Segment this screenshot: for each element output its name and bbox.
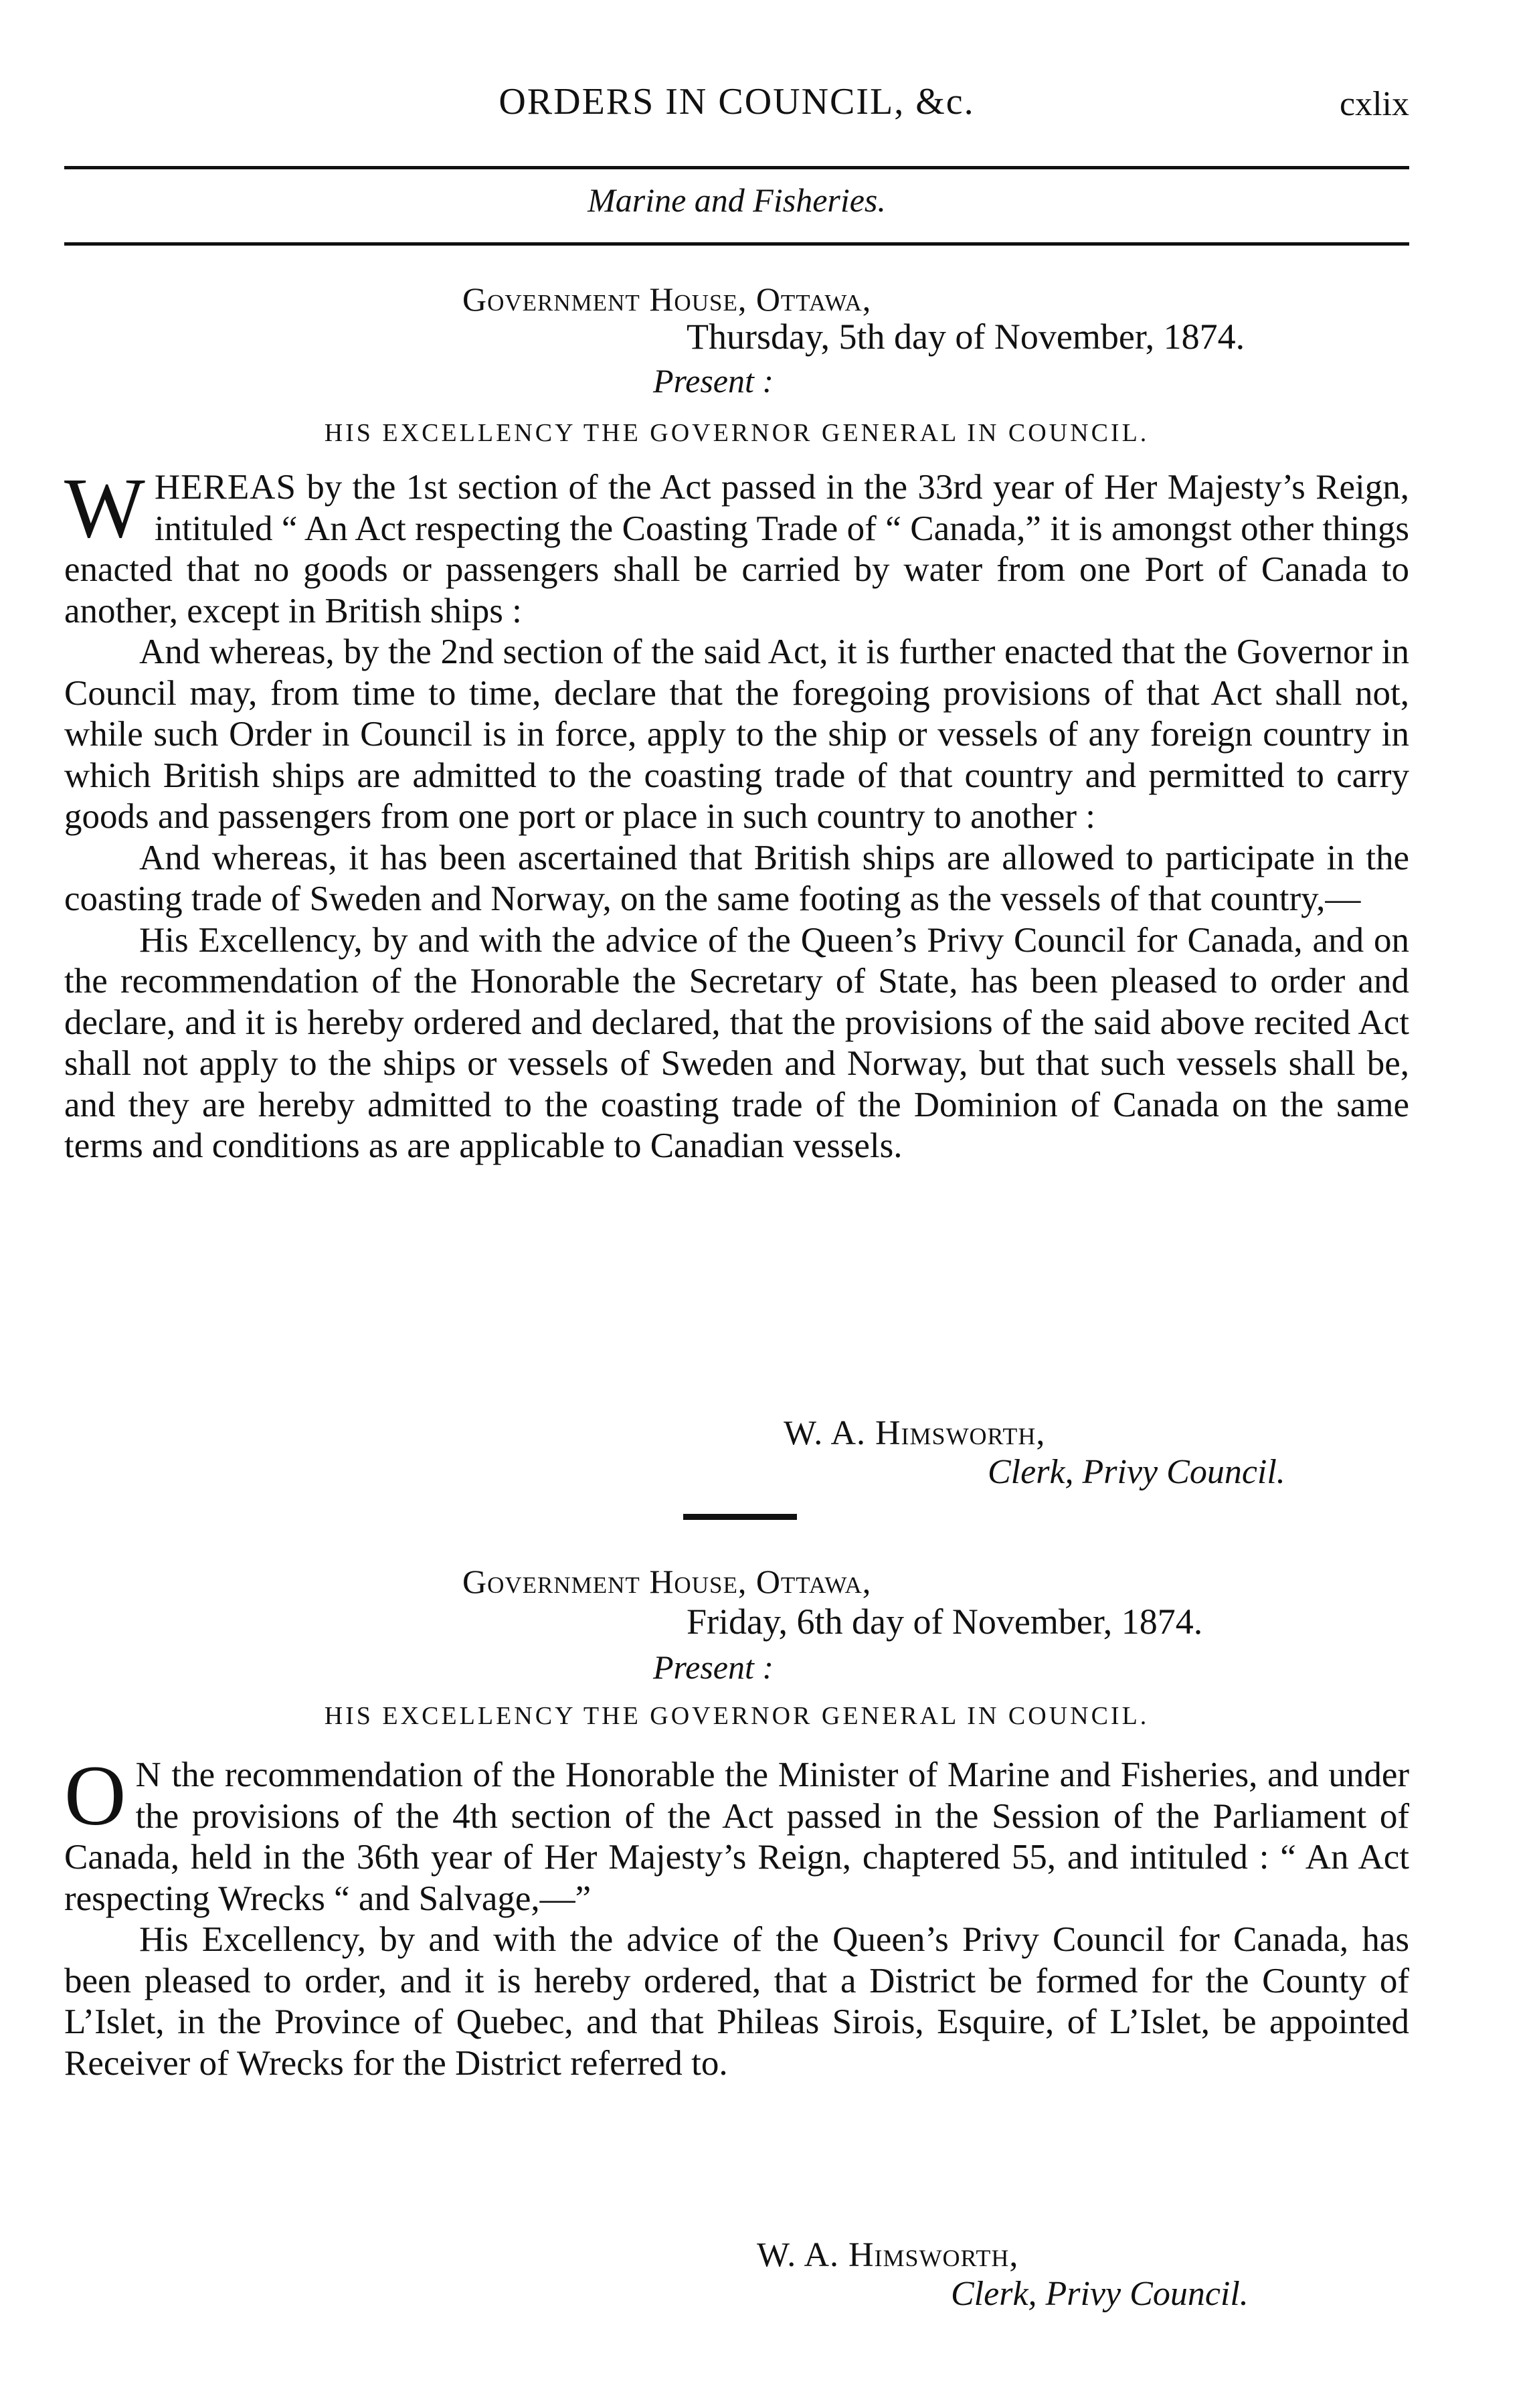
dateline-date: Thursday, 5th day of November, 1874. (687, 317, 1245, 357)
paragraph: And whereas, by the 2nd section of the said Act, it is further enacted that the Governor in Council may, from time to time, declare that the foregoing provisions of that Act shall not, while such Order in Council is in force, apply to the ship or vessels of any foreign country in which British ships are admitted to the coasting trade of that country and permitted to carry goods and passengers from one port or place in such country to another : (64, 632, 1409, 836)
paragraph (64, 460, 1409, 632)
dateline-date: Friday, 6th day of November, 1874. (687, 1602, 1203, 1642)
running-head (64, 80, 1409, 134)
council-heading: HIS EXCELLENCY THE GOVERNOR GENERAL IN COUNCIL. (324, 419, 1150, 447)
drop-cap: W (64, 460, 145, 555)
section-title: Marine and Fisheries. (588, 181, 886, 219)
section-rule (64, 242, 1409, 246)
order-body (64, 1748, 1409, 2084)
paragraph-text: the recommendation of the Honorable the Minister of Marine and Fisheries, and under the provisions of the 4th section of the Act passed in the Session of the Parliament of Canada, held in the 36th year of Her Majesty’s Reign, chaptered 55, and intituled : “ An Act respecting Wrecks “ and Salvage,—” (64, 1755, 1409, 1918)
paragraph: His Excellency, by and with the advice of the Queen’s Privy Council for Canada, and on the recommendation of the Honorable the Secretary of State, has been pleased to order and declare, and it is hereby ordered and declared, that the provisions of the said above recited Act shall not apply to the ships or vessels of Sweden and Norway, but that such vessels shall be, and they are hereby admitted to the coasting trade of the Dominion of Canada on the same terms and conditions as are applicable to Canadian vessels. (64, 920, 1409, 1165)
order-body (64, 460, 1409, 1167)
council-heading: HIS EXCELLENCY THE GOVERNOR GENERAL IN COUNCIL. (324, 1702, 1150, 1730)
signature-name: W. A. Himsworth, (784, 1414, 1046, 1452)
lead-word: N (135, 1755, 162, 1794)
paragraph: And whereas, it has been ascertained that British ships are allowed to participate in the coasting trade of Sweden and Norway, on the same footing as the vessels of that country,— (64, 838, 1409, 918)
signature-title: Clerk, Privy Council. (988, 1453, 1285, 1491)
top-rule (64, 166, 1409, 169)
page-number: cxlix (1340, 85, 1409, 123)
signature-name: W. A. Himsworth, (757, 2236, 1019, 2274)
dateline-place: Government House, Ottawa, (462, 280, 872, 318)
signature-title: Clerk, Privy Council. (951, 2275, 1249, 2313)
order-divider (683, 1514, 797, 1520)
paragraph (64, 1748, 1409, 1919)
paragraph: His Excellency, by and with the advice of the Queen’s Privy Council for Canada, has been pleased to order, and it is hereby ordered, that a District be formed for the County of L’Islet, in the Province of Quebec, and that Phileas Sirois, Esquire, of L’Islet, be appointed Receiver of Wrecks for the District referred to. (64, 1920, 1409, 2083)
present-heading: Present : (653, 362, 774, 400)
paragraph-text: by the 1st section of the Act passed in the 33rd year of Her Majesty’s Reign, intituled “ An Act respecting the Coasting Trade of “ Canada,” it is amongst other things enacted that no goods or passengers shall be carried by water from one Port of Canada to another, except in British ships : (64, 468, 1409, 630)
drop-cap: O (64, 1748, 126, 1843)
running-title: ORDERS IN COUNCIL, &c. (499, 81, 975, 122)
present-heading: Present : (653, 1648, 774, 1686)
lead-word: HEREAS (154, 468, 296, 507)
dateline-place: Government House, Ottawa, (462, 1563, 872, 1600)
